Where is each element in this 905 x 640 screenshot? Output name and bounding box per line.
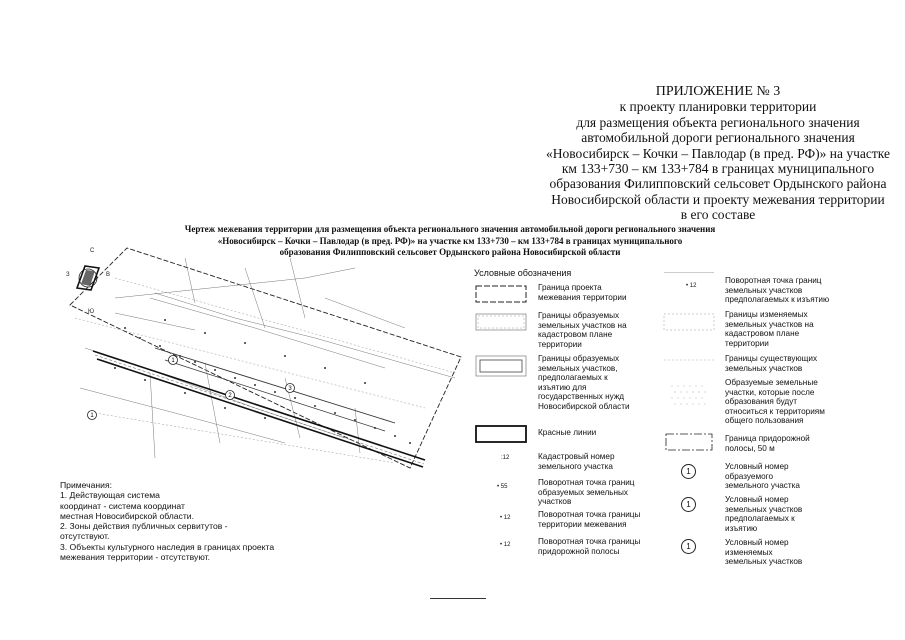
map-circle-label: 2 — [228, 393, 232, 399]
compass-east: В — [106, 272, 111, 278]
legend-public-parcels-symbol — [662, 380, 718, 410]
compass-north: С — [90, 248, 95, 254]
legend-roadside-strip-symbol — [662, 430, 718, 454]
legend-item: Границы образуемых земельных участков на кадастровом плане территории — [538, 311, 627, 349]
map-circle-label: 1 — [90, 413, 94, 419]
parcel-lines — [80, 258, 455, 458]
survey-map — [55, 238, 465, 478]
appendix-line: км 133+730 – км 133+784 в границах муниципального — [561, 161, 875, 177]
legend-project-boundary-symbol — [474, 282, 530, 306]
legend-red-lines-symbol — [474, 422, 530, 446]
project-boundary — [70, 248, 461, 468]
legend-item: Границы изменяемых земельных участков на кадастровом плане территории — [725, 310, 814, 348]
appendix-title: ПРИЛОЖЕНИЕ № 3 — [655, 84, 781, 99]
legend-item: Поворотная точка границ земельных участков предполагаемых к изъятию — [725, 276, 830, 305]
compass-south: Ю — [88, 309, 95, 315]
notes-line: отсутствуют. — [60, 531, 110, 542]
legend-changed-parcels-symbol — [662, 310, 718, 334]
legend-item: Красные линии — [538, 428, 597, 437]
notes-line: местная Новосибирской области. — [60, 510, 194, 521]
legend-separator — [664, 272, 714, 273]
appendix-line: автомобильной дороги регионального значения — [581, 130, 855, 146]
legend-item: Граница проекта межевания территории — [538, 283, 627, 302]
notes-line: 2. Зоны действия публичных сервитутов - — [60, 521, 228, 532]
compass-icon — [66, 248, 110, 315]
compass-west: З — [66, 272, 70, 278]
map-circle-label: 1 — [171, 358, 175, 364]
legend-turn-point-symbol: • 12 — [500, 515, 511, 521]
legend-item: Условный номер образуемого земельного участка — [725, 462, 800, 491]
appendix-line: к проекту планировки территории — [619, 99, 817, 115]
legend-item: Образуемые земельные участки, которые после образования будут относиться к территориям общего пользования — [725, 378, 825, 426]
legend-turn-point-symbol: • 55 — [497, 484, 508, 490]
legend-title: Условные обозначения — [474, 268, 572, 278]
road-corridor — [93, 348, 425, 467]
map-circles — [88, 356, 295, 420]
legend-turn-point-symbol: • 12 — [500, 542, 511, 548]
drawing-title-line: «Новосибирск – Кочки – Павлодар (в пред. РФ)» на участке км 133+730 – км 133+784 в границах муниципального — [217, 235, 683, 246]
legend-item: Границы существующих земельных участков — [725, 354, 818, 373]
notes-block — [60, 480, 274, 562]
legend-item: Поворотная точка границы территории межевания — [538, 510, 641, 529]
legend-item: Поворотная точка границ образуемых земельных участков — [538, 478, 635, 507]
notes-title: Примечания: — [60, 480, 113, 490]
appendix-line: для размещения объекта регионального значения — [576, 114, 860, 130]
legend-item: Условный номер земельных участков предполагаемых к изъятию — [725, 495, 803, 533]
legend-seized-parcels-symbol — [474, 352, 530, 380]
appendix-line: Новосибирской области и проекту межевания территории — [551, 191, 885, 207]
notes-line: межевания территории - отсутствуют. — [60, 552, 210, 563]
legend-seized-number-icon: 1 — [681, 497, 696, 512]
legend-item: Границы образуемых земельных участков, предполагаемых к изъятию для государственных нужд Новосибирской области — [538, 354, 630, 411]
legend-turn-point-symbol: • 12 — [686, 283, 697, 289]
legend-cadastral-symbol: :12 — [501, 455, 510, 461]
drawing-title-line: Чертеж межевания территории для размещения объекта регионального значения автомобильной дороги регионального значения — [184, 224, 716, 234]
notes-line: 3. Объекты культурного наследия в границах проекта — [60, 541, 275, 552]
legend-item: Условный номер изменяемых земельных участков — [725, 538, 803, 567]
legend-item: Поворотная точка границы придорожной полосы — [538, 537, 641, 556]
appendix-line: образования Филипповский сельсовет Ордынского района — [549, 176, 887, 192]
legend-formed-parcels-symbol — [474, 310, 530, 334]
legend-changed-number-icon: 1 — [681, 539, 696, 554]
legend-formed-number-icon: 1 — [681, 464, 696, 479]
legend-item: Кадастровый номер земельного участка — [538, 452, 615, 471]
notes-line: 1. Действующая система — [60, 490, 160, 501]
appendix-line: «Новосибирск – Кочки – Павлодар (в пред. РФ)» на участке — [546, 145, 890, 161]
legend-item: Граница придорожной полосы, 50 м — [725, 434, 810, 453]
appendix-header — [540, 84, 896, 223]
notes-line: координат - система координат — [60, 500, 185, 511]
legend-existing-parcels-symbol — [662, 352, 718, 368]
drawing-title-line: образования Филипповский сельсовет Ордынского района Новосибирской области — [279, 247, 621, 257]
bottom-rule — [430, 598, 486, 599]
appendix-line: в его составе — [680, 207, 756, 223]
map-circle-label: 3 — [288, 386, 292, 392]
